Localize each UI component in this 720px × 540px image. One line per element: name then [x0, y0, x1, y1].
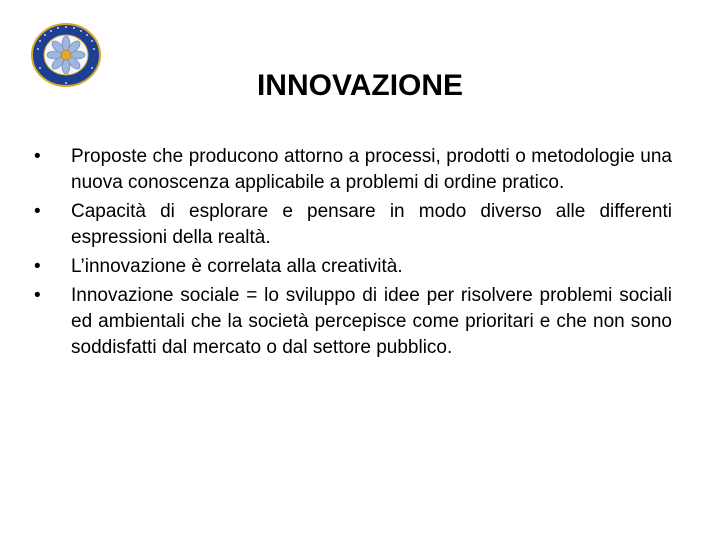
bullet-icon: •: [34, 201, 41, 222]
bullet-item: [34, 254, 672, 280]
bullet-text: Capacità di esplorare e pensare in modo diverso alle differenti espressioni della realtà.: [71, 201, 672, 248]
logo-flower-center: [61, 50, 71, 60]
bullet-icon: •: [34, 146, 41, 167]
bullet-text: Proposte che producono attorno a processi, prodotti o metodologie una nuova conoscenza applicabile a problemi di ordine pratico.: [71, 146, 672, 193]
bullet-icon: •: [34, 256, 41, 277]
slide-title: INNOVAZIONE: [256, 69, 464, 102]
bullet-list: [34, 144, 672, 364]
bullet-icon: •: [34, 285, 41, 306]
bullet-text: L’innovazione è correlata alla creatività.: [71, 256, 403, 277]
bullet-item: [34, 283, 672, 361]
bullet-item: [34, 144, 672, 196]
bullet-text: Innovazione sociale = lo sviluppo di idee per risolvere problemi sociali ed ambientali che la società percepisce come prioritari e che non sono soddisfatti dal mercato o dal settore pubblico.: [71, 285, 672, 358]
bullet-item: [34, 199, 672, 251]
